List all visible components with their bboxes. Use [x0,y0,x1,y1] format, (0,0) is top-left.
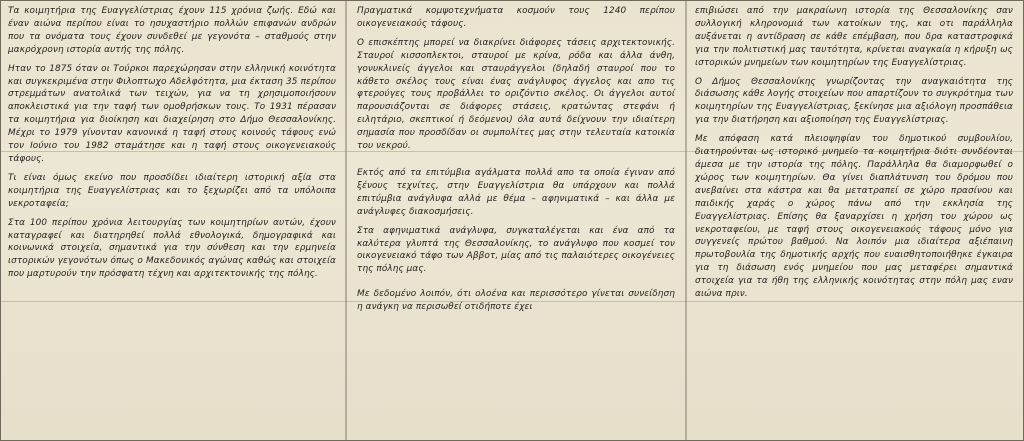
column-divider [685,1,687,440]
paragraph: Στα αφηνιματικά ανάγλυφα, συγκαταλέγεται και ένα από τα καλύτερα γλυπτά της Θεσσαλονίκης, το ανάγλυφο που κοσμεί τον οικογενειακό τάφο των Αββοτ, μίας από τις παλαιότερες οικογένειες της πόλης μας. [357,225,675,275]
paragraph: Εκτός από τα επιτύμβια αγάλματα πολλά απο τα οποία έγιναν από ξένους τεχνίτες, στην Ευαγγελίστρια θα υπάρχουν και πολλά επιτύμβια ανάγλυφα αλλά με θέμα – αφηνιματικά – και άλλα με ανάγλυφες διακοσμήσεις. [357,167,675,217]
text-column-1 [8,5,336,436]
paragraph: Ηταν το 1875 όταν οι Τούρκοι παρεχώρησαν στην ελληνική κοινότητα και συγκεκριμένα στην Φιλοπτωχο Αδελφότητα, μια έκταση 35 περίπου στρεμμάτων ανατολικά των τειχών, για να τη χρησιμοποιήσουν αποκλειστικά για την ταφή των ομοθρήσκων τους. Το 1931 πέρασαν τα κοιμητήρια για διοίκηση και διαχείρηση στο Δήμο Θεσσαλονίκης. Μέχρι το 1979 γίνονταν κανονικά η ταφή στους κοινούς τάφους ενώ τον Ιούνιο του 1982 σταμάτησε και η ταφή στους οικογενειακούς τάφους. [8,63,336,164]
text-column-2 [357,5,675,436]
paragraph: Τι είναι όμως εκείνο που προσδίδει ιδιαίτερη ιστορική αξία στα κοιμητήρια της Ευαγγελίστριας και το ξεχωρίζει από τα υπόλοιπα νεκροταφεία; [8,172,336,209]
paragraph: επιβιώσει από την μακραίωνη ιστορία της Θεσσαλονίκης σαν συλλογική κληρονομιά των κατοίκων της, και οτι παράλληλα αυξάνεται η αντίδραση σε κάθε επέμβαση, που δρα καταστροφικά για την πολιτιστική μας ταυτότητα, κρίνεται αναγκαία η κήρυξη ως ιστορικών μνημείων των κοιμητηρίων της Ευαγγελίστριας. [695,6,1013,68]
paragraph: Ο επισκέπτης μπορεί να διακρίνει διάφορες τάσεις αρχιτεκτονικής. Σταυροί κισσοπλεκτοι, σταυροί με κρίνα, ρόδα και άλλα άνθη, γονυκλινείς άγγελοι και σταυράγγελοι (δηλαδή σταυροί που το κάθετο σκέλος τους είναι ένας ανάγλυφος άγγελος και απο τις φτερούγες τους προβάλλει το οριζόντιο σκέλος. Οι άγγελοι αυτοί παρουσιάζονται σε διάφορες στάσεις, κρατώντας στεφάνι ή ειλητάριο, σκεπτικοί ή δεόμενοι) όλα αυτά δείχνουν την ιδιαίτερη σημασία που προσδίδαν οι συμπολίτες μας στην τελευταία κατοικία του νεκρού. [357,37,675,152]
text-column-3 [695,5,1013,436]
paragraph: Με απόφαση κατά πλειοψηφίαν του δημοτικού συμβουλίου, διατηρούνται ως ιστορικό μνημείο τα κοιμητήρια διότι συνδέονται άμεσα με την ιστορία της πόλης. Παράλληλα θα διαμορφωθεί ο χώρος των κοιμητηρίων. Θα γίνει διαπλάτυνση του δρόμου που ανεβαίνει στα κάστρα και θα μετατραπεί σε χώρο πρασίνου και παιδικής χαράς ο χώρος πάνω από την εκκλησία της Ευαγγελίστριας. Επίσης θα ξαναρχίσει η χρήση του χώρου ως νεκροταφείου, με ταφή στους οικογενειακούς τάφους μόνο για συγγενείς πρώτου βαθμού. Να λοιπόν μια ιδιαίτερα αξιέπαινη πρωτοβουλία της δημοτικής αρχής που ευαισθητοποιήθηκε έγκαιρα για τη διάσωση ενός μνημείου που μας μεταφέρει σημαντικά στοιχεία για τα ήθη της ελληνικής κοινότητας στην πόλη μας εναν αιώνα πριν. [695,134,1013,300]
paragraph: Με δεδομένο λοιπόν, ότι ολοένα και περισσότερο γίνεται συνείδηση η ανάγκη να περισωθεί οτιδήποτε έχει [357,289,675,313]
paragraph: Ο Δήμος Θεσσαλονίκης γνωρίζοντας την αναγκαιότητα της διάσωσης κάθε λογής στοιχείων που απαρτίζουν το συγκρότημα των κοιμητηρίων της Ευαγγελίστριας, ξεκίνησε μια αξιόλογη προσπάθεια για την διατήρηση και αξιοποίηση της Ευαγγελίστριας. [695,76,1013,126]
column-divider [345,1,347,440]
paragraph: Τα κοιμητήρια της Ευαγγελίστριας έχουν 115 χρόνια ζωής. Εδώ και έναν αιώνα περίπου είναι το ησυχαστήριο πολλών επιφανών ανδρών που τα ονόματα τους έχουν συνδεθεί με γεγονότα – σταθμούς στην μακρόχρονη ιστορία αυτής της πόλης. [8,6,336,55]
paragraph: Πραγματικά κομψοτεχνήματα κοσμούν τους 1240 περίπου οικογενειακούς τάφους. [357,6,675,29]
paragraph: Στα 100 περίπου χρόνια λειτουργίας των κοιμητηρίων αυτών, έχουν καταγραφεί και διατηρηθεί πολλά εθνολογικά, δημογραφικά και κοινωνικά στοιχεία, σημαντικά για την σύνθεση και την ερμηνεία ιστορικών γεγονότων όπως ο Μακεδονικός αγώνας καθώς και στοιχεία που μαρτυρούν την πρόσφατη τέχνη και αρχιτεκτονικής της πόλης. [8,217,336,280]
